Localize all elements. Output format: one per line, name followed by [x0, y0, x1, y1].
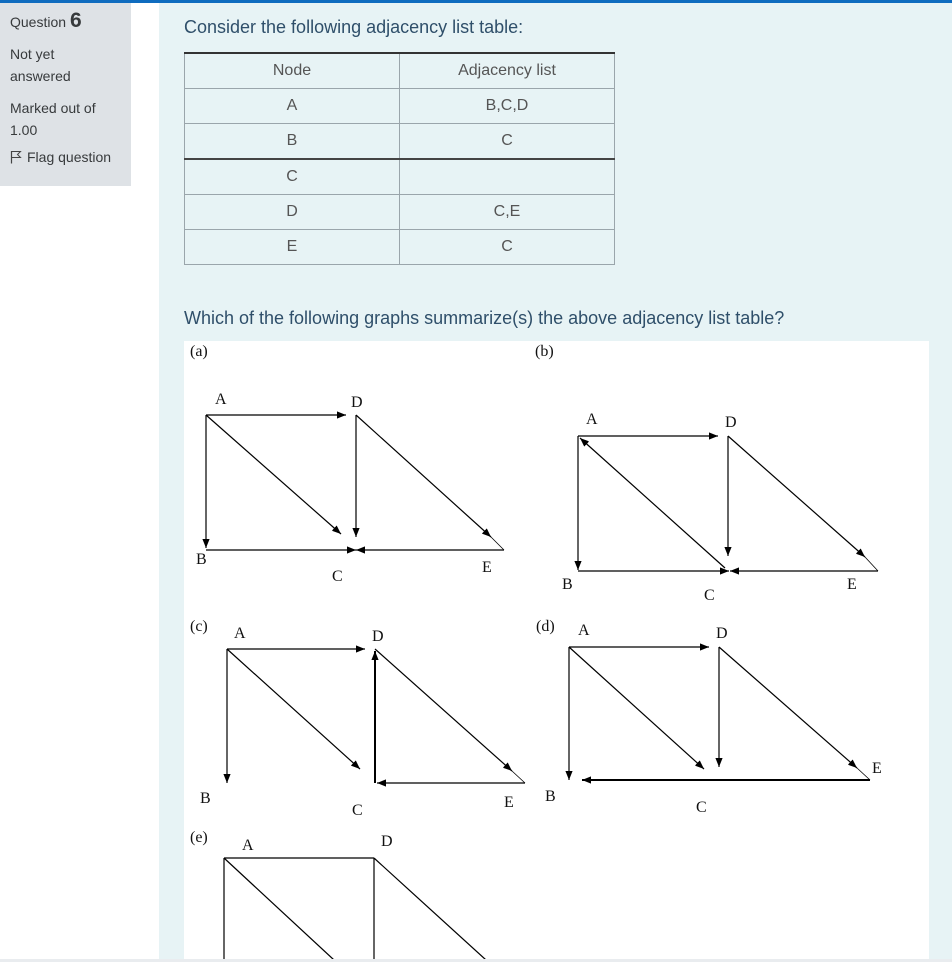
node-b-label: B	[562, 576, 573, 593]
table-row	[185, 195, 615, 230]
flag-question-label: Flag question	[27, 149, 112, 165]
table-header-node: Node	[185, 53, 400, 89]
question-grade	[10, 97, 121, 141]
table-cell-adjacency	[400, 159, 615, 195]
edge-a-to-c	[569, 647, 704, 769]
table-row	[185, 89, 615, 124]
node-d-label: D	[372, 628, 384, 645]
edge-d-to-e	[375, 649, 512, 771]
adjacency-table	[184, 52, 615, 265]
node-a-label: A	[586, 411, 598, 428]
table-cell-node: C	[185, 159, 400, 195]
table-cell-node: D	[185, 195, 400, 230]
node-a-label: A	[215, 391, 227, 408]
node-d-label: D	[351, 394, 363, 411]
edge-d-to-e	[728, 436, 865, 557]
edge-d-to-e	[374, 858, 486, 960]
graph-e	[190, 829, 486, 960]
graph-a	[190, 343, 504, 585]
table-cell-adjacency: C	[400, 230, 615, 265]
state-line-1: Not yet	[10, 46, 55, 62]
edge-e-corner	[865, 557, 878, 571]
question-number-line	[10, 9, 121, 33]
graph-c	[190, 618, 525, 819]
table-cell-node: A	[185, 89, 400, 124]
node-e-label: E	[504, 794, 514, 811]
node-c-label: C	[352, 802, 363, 819]
grade-line-2: 1.00	[10, 122, 38, 138]
graph-b	[535, 343, 878, 604]
state-line-2: answered	[10, 68, 71, 84]
node-e-label: E	[847, 576, 857, 593]
node-c-label: C	[696, 799, 707, 816]
node-b-label: B	[545, 788, 556, 805]
table-row	[185, 230, 615, 265]
node-d-label: D	[716, 625, 728, 642]
node-e-label: E	[482, 559, 492, 576]
question-state	[10, 43, 121, 87]
node-b-label: B	[200, 790, 211, 807]
table-cell-adjacency: C,E	[400, 195, 615, 230]
node-c-label: C	[332, 568, 343, 585]
graphs-svg	[184, 341, 929, 960]
node-b-label: B	[196, 551, 207, 568]
table-cell-adjacency: B,C,D	[400, 89, 615, 124]
graph-d	[536, 618, 882, 816]
graph-c-label: (c)	[190, 618, 208, 635]
table-cell-node: E	[185, 230, 400, 265]
node-a-label: A	[234, 625, 246, 642]
graph-d-label: (d)	[536, 618, 555, 635]
question-prompt: Which of the following graphs summarize(s) the above adjacency list table?	[184, 308, 785, 328]
table-row	[185, 159, 615, 195]
edge-a-to-c	[224, 858, 334, 960]
graph-b-label: (b)	[535, 343, 554, 360]
node-d-label: D	[725, 414, 737, 431]
question-number: 6	[70, 9, 82, 32]
table-header-row	[185, 53, 615, 89]
node-d-label: D	[381, 833, 393, 850]
edge-d-to-e	[356, 415, 491, 537]
graph-a-label: (a)	[190, 343, 208, 360]
edge-a-to-c	[227, 649, 360, 769]
node-a-label: A	[578, 622, 590, 639]
table-cell-node: B	[185, 124, 400, 160]
question-info-panel	[0, 3, 131, 186]
flag-question-link[interactable]	[10, 149, 121, 165]
question-label: Question	[10, 14, 67, 30]
graph-e-label: (e)	[190, 829, 208, 846]
edge-e-corner	[491, 537, 504, 550]
edge-c-to-a	[580, 438, 725, 568]
table-row	[185, 124, 615, 160]
graphs-figure	[184, 341, 929, 960]
node-e-label: E	[872, 760, 882, 777]
grade-line-1: Marked out of	[10, 100, 96, 116]
flag-icon	[10, 150, 22, 164]
table-cell-adjacency: C	[400, 124, 615, 160]
edge-d-to-e	[719, 647, 857, 768]
edge-e-corner	[512, 771, 525, 783]
node-a-label: A	[242, 837, 254, 854]
question-intro: Consider the following adjacency list table:	[184, 17, 524, 37]
edge-a-to-c	[206, 415, 341, 534]
node-c-label: C	[704, 587, 715, 604]
table-header-adjacency: Adjacency list	[400, 53, 615, 89]
edge-e-corner	[857, 768, 870, 780]
